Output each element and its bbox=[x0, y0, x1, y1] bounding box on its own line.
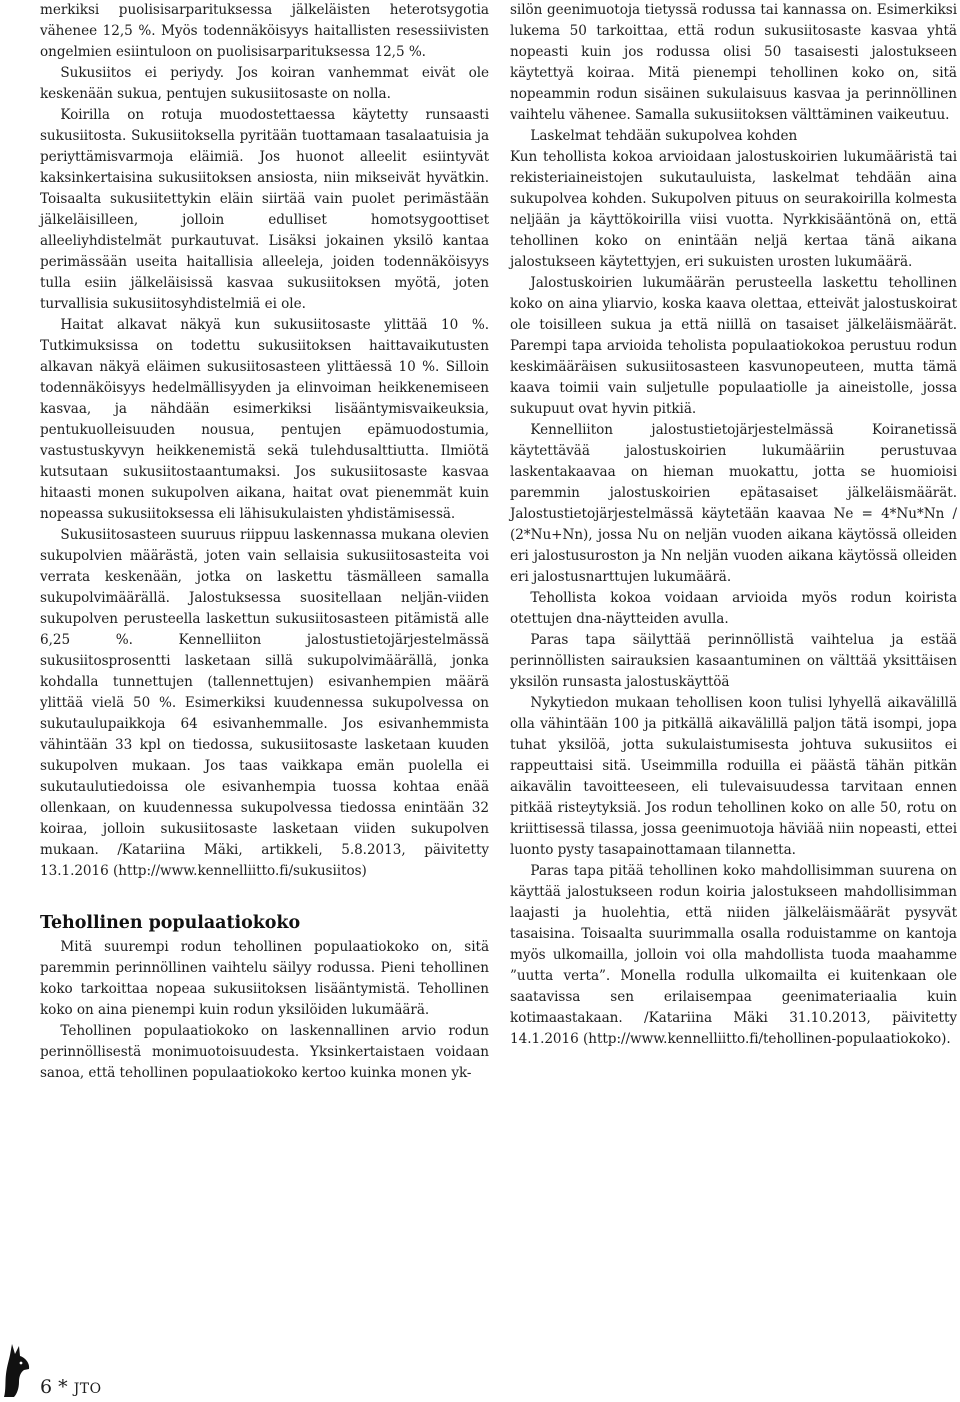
left-paragraph-5: Sukusiitosasteen suuruus riippuu laskennassa mukana olevien sukupolvien määrästä, joten vain sellaisia sukusiitosasteita voi verrata keskenään, jotka on laskettu täsmälleen samalla sukupolvimäärällä. Jalostuksessa suositellaan neljän-viiden sukupolven perusteella laskettun sukusiitosasteen pitämistä alle 6,25 %. Kennelliiton jalostustietojärjestelmässä sukusiitosprosentti lasketaan sillä sukupolvimäärällä, jonka kohdalla tunnettujen (tallennettujen) esivanhempien määrä ylittää vielä 50 %. Esimerkiksi kuudennessa sukupolvessa on sukutaulupaikkoja 64 esivanhemmalle. Jos esivanhemmista vähintään 33 kpl on tiedossa, sukusiitosaste lasketaan kuuden sukupolven mukaan. Jos taas vaikkapa emän puolella ei sukutaulutiedoissa ole esivanhempia tuossa kohtaa enää ollenkaan, on kuudennessa sukupolvessa tiedossa enintään 32 koiraa, jolloin sukusiitosaste lasketaan viiden sukupolven mukaan. /Katariina Mäki, artikkeli, 5.8.2013, päivitetty 13.1.2016 (http://www.kennelliitto.fi/sukusiitos) bbox=[40, 527, 489, 879]
right-paragraph-1: silön geenimuotoja tietyssä rodussa tai kannassa on. Esimerkiksi lukema 50 tarkoittaa, että rodun sukusiitosaste kasvaa yhtä nopeasti kuin jos rodussa olisi 50 tasaisesti jalostukseen käytettyä koiraa. Mitä pienempi tehollinen koko on, sitä nopeammin rodun sisäinen sukulaisuus kasvaa ja perinnöllinen vaihtelu vähenee. Samalla sukusiitoksen välttäminen vaikeutuu. bbox=[510, 2, 957, 123]
right-subheading: Laskelmat tehdään sukupolvea kohden bbox=[530, 128, 798, 144]
dog-head-silhouette-icon bbox=[2, 1342, 32, 1402]
left-paragraph-4: Haitat alkavat näkyä kun sukusiitosaste ylittää 10 %. Tutkimuksissa on todettu sukusiitoksen haittavaikutusten alkavan näkyä eläimen sukusiitosasteen ylittäessä 10 %. Silloin todennäköisyys hedelmällisyyden ja elinvoiman heikkenemiseen kasvaa, ja nähdään esimerkiksi lisääntymisvaikeuksia, pentukuolleisuuden nousua, pentujen epämuodostumia, vastustuskyvyn heikkenemistä sekä tulehdusalttiutta. Ilmiötä kutsutaan sukusiitostaantumaksi. Jos sukusiitosaste kasvaa hitaasti monen sukupolven aikana, haitat ovat pienemmät kuin nopeassa sukusiitoksessa eli lähisukulaisten yhdistämisessä. bbox=[40, 317, 489, 522]
left-paragraph-7: Tehollinen populaatiokoko on laskennallinen arvio rodun perinnöllisestä monimuotoisuudesta. Yksinkertaistaen voidaan sanoa, että tehollinen populaatiokoko kertoo kuinka monen yk- bbox=[40, 1023, 489, 1081]
page-number: 6 bbox=[40, 1376, 53, 1398]
magazine-name: JTO bbox=[73, 1381, 102, 1397]
right-column bbox=[510, 0, 957, 1050]
section-heading: Tehollinen populaatiokoko bbox=[40, 913, 301, 933]
right-paragraph-5: Kennelliiton jalostustietojärjestelmässä Koiranetissä käytettävää jalostuskoirien lukumääriin perustuvaa laskentakaavaa on hieman muokattu, jotta se huomioisi paremmin jalostuskoirien epätasaiset jälkeläismäärät. Jalostustietojärjestelmässä käytetään kaavaa Ne = 4*Nu*Nn / (2*Nu+Nn), jossa Nu on neljän vuoden aikana käytössä olleiden eri jalostusuroston ja Nn neljän vuoden aikana käytössä olleiden eri jalostusnarttujen lukumäärä. bbox=[510, 422, 957, 585]
page-footer bbox=[0, 1338, 200, 1401]
right-paragraph-7: Paras tapa säilyttää perinnöllistä vaihtelua ja estää perinnöllisten sairauksien kasaantuminen on välttää yksittäisen yksilön runsasta jalostuskäyttöä bbox=[510, 632, 957, 690]
right-paragraph-3: Kun tehollista kokoa arvioidaan jalostuskoirien lukumääristä tai rekisteriaineistojen sukutauluista, laskelmat tehdään aina sukupolvea kohden. Sukupolven pituus on seurakoirilla kolmesta neljään ja käyttökoirilla viisi vuotta. Nyrkkisääntönä on, että tehollinen koko on enintään neljä kertaa tänä aikana jalostukseen käytettyjen, eri sukuisten urosten lukumäärä. bbox=[510, 149, 957, 270]
left-column bbox=[40, 0, 489, 1084]
right-paragraph-6: Tehollista kokoa voidaan arvioida myös rodun koirista otettujen dna-näytteiden avulla. bbox=[510, 590, 957, 627]
left-paragraph-6: Mitä suurempi rodun tehollinen populaatiokoko on, sitä paremmin perinnöllinen vaihtelu säilyy rodussa. Pieni tehollinen koko tarkoittaa nopeaa sukusiitoksen lisääntymistä. Tehollinen koko on aina pienempi kuin rodun yksilöiden lukumäärä. bbox=[40, 939, 489, 1018]
right-paragraph-9: Paras tapa pitää tehollinen koko mahdollisimman suurena on käyttää jalostukseen rodun koiria jalostukseen mahdollisimman laajasti ja huolehtia, että niiden jälkeläismäärät pysyvät tasaisina. Toisaalta suurimmalla osalla roduistamme on kantoja myös ulkomailla, jolloin voi olla mahdollista tuoda maahamme ”uutta verta”. Monella rodulla ulkomailta ei kuitenkaan ole saatavissa sen erilaisempaa geenimateriaalia kuin kotimaastakaan. /Katariina Mäki 31.10.2013, päivitetty 14.1.2016 (http://www.kennelliitto.fi/tehollinen-populaatiokoko). bbox=[510, 863, 957, 1047]
separator-star: * bbox=[58, 1376, 68, 1398]
left-paragraph-1: merkiksi puolisisarparituksessa jälkeläisten heterotsygotia vähenee 12,5 %. Myös todennäköisyys haitallisten resessiivisten ongelmien esiintuloon on puolisisarparituksessa 12,5 %. bbox=[40, 2, 489, 60]
left-paragraph-2: Sukusiitos ei periydy. Jos koiran vanhemmat eivät ole keskenään sukua, pentujen sukusiitosaste on nolla. bbox=[40, 65, 489, 102]
left-paragraph-3: Koirilla on rotuja muodostettaessa käytetty runsaasti sukusiitosta. Sukusiitoksella pyritään tuottamaan tasalaatuisia ja periyttämisvarmoja eläimiä. Jos huonot alleelit esiintyvät kaksinkertaisina sukusiitoksen ansiosta, niin mikseivät hyvätkin. Toisaalta sukusiitettykin eläin siirtää vain puolet perimästään jälkeläisilleen, jolloin edulliset homotsygoottiset alleeliyhdistelmät purkautuvat. Lisäksi jokainen yksilö kantaa perimässään useita haitallisia alleeleja, joiden todennäköisyys tulla esiin jälkeläisissä kasvaa sukusiitoksen myötä, joten turvallisia sukusiitosyhdistelmiä ei ole. bbox=[40, 107, 489, 312]
right-paragraph-8: Nykytiedon mukaan tehollisen koon tulisi lyhyellä aikavälillä olla vähintään 100 ja pitkällä aikavälillä paljon tätä isompi, jopa tuhat yksilöä, jotta sukulaistumisesta johtuva sukusiitos ei rappeuttaisi sitä. Useimmilla roduilla ei päästä tähän pitkän aikavälin tavoitteeseen, eli tulevaisuudessa tarvitaan ennen pitkää risteytyksiä. Jos rodun tehollinen koko on alle 50, rotu on kriittisessä tilassa, jossa geenimuotoja häviää niin nopeasti, ettei luonto pysty tasapainottamaan tilannetta. bbox=[510, 695, 957, 858]
right-paragraph-4: Jalostuskoirien lukumäärän perusteella laskettu tehollinen koko on aina yliarvio, koska kaava olettaa, etteivät jalostuskoirat ole toisilleen sukua ja että niillä on tasaiset jälkeläismäärät. Parempi tapa arvioida teholista populaatiokokoa perustuu rodun keskimääräisen sukusiitosasteen kasvunopeuteen, mutta tämä kaava toimii vain suljetulle populaatiolle ja aineistolle, jossa sukupuut ovat hyvin pitkiä. bbox=[510, 275, 957, 417]
page-number-label bbox=[40, 1376, 102, 1398]
